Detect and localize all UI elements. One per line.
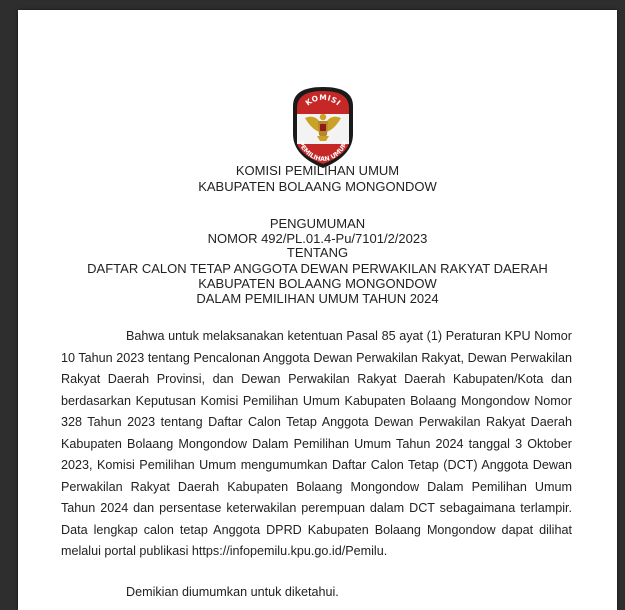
announcement-title-line3: DALAM PEMILIHAN UMUM TAHUN 2024 — [196, 291, 439, 306]
org-name: KOMISI PEMILIHAN UMUM — [235, 163, 400, 178]
announcement-title-line2: KABUPATEN BOLAANG MONGONDOW — [198, 276, 437, 291]
document-page — [18, 10, 617, 610]
announcement-body — [61, 326, 572, 563]
announcement-label: PENGUMUMAN — [269, 216, 366, 231]
announcement-title-line1: DAFTAR CALON TETAP ANGGOTA DEWAN PERWAKILAN RAKYAT DAERAH — [87, 261, 548, 276]
announcement-tentang: TENTANG — [286, 245, 349, 260]
body-paragraph: Bahwa untuk melaksanakan ketentuan Pasal 85 ayat (1) Peraturan KPU Nomor 10 Tahun 2023 tentang Pencalonan Anggota Dewan Perwakilan Rakyat, Dewan Perwakilan Rakyat Daerah Provinsi, dan Dewan Perwakilan Rakyat Daerah Kabupaten/Kota dan berdasarkan Keputusan Komisi Pemilihan Umum Kabupaten Bolaang Mongondow Nomor 328 Tahun 2023 tentang Daftar Calon Tetap Anggota Dewan Perwakilan Rakyat Daerah Kabupaten Bolaang Mongondow Dalam Pemilihan Umum Tahun 2024 tanggal 3 Oktober 2023, Komisi Pemilihan Umum mengumumkan Daftar Calon Tetap (DCT) Anggota Dewan Perwakilan Rakyat Daerah Kabupaten Bolaang Mongondow Dalam Pemilihan Umum Tahun 2024 dan persentase keterwakilan perempuan dalam DCT sebagaimana terlampir. Data lengkap calon tetap Anggota DPRD Kabupaten Bolaang Mongondow dapat dilihat melalui portal publikasi https://infopemilu.kpu.go.id/Pemilu. — [61, 329, 572, 558]
logo-top-text: KOMISI — [303, 92, 343, 108]
org-regency: KABUPATEN BOLAANG MONGONDOW — [198, 179, 437, 194]
closing-statement: Demikian diumumkan untuk diketahui. — [126, 585, 339, 599]
logo-bottom-text: PEMILIHAN UMUM — [296, 140, 350, 164]
announcement-number: NOMOR 492/PL.01.4-Pu/7101/2/2023 — [207, 231, 428, 246]
kpu-logo — [290, 84, 356, 170]
